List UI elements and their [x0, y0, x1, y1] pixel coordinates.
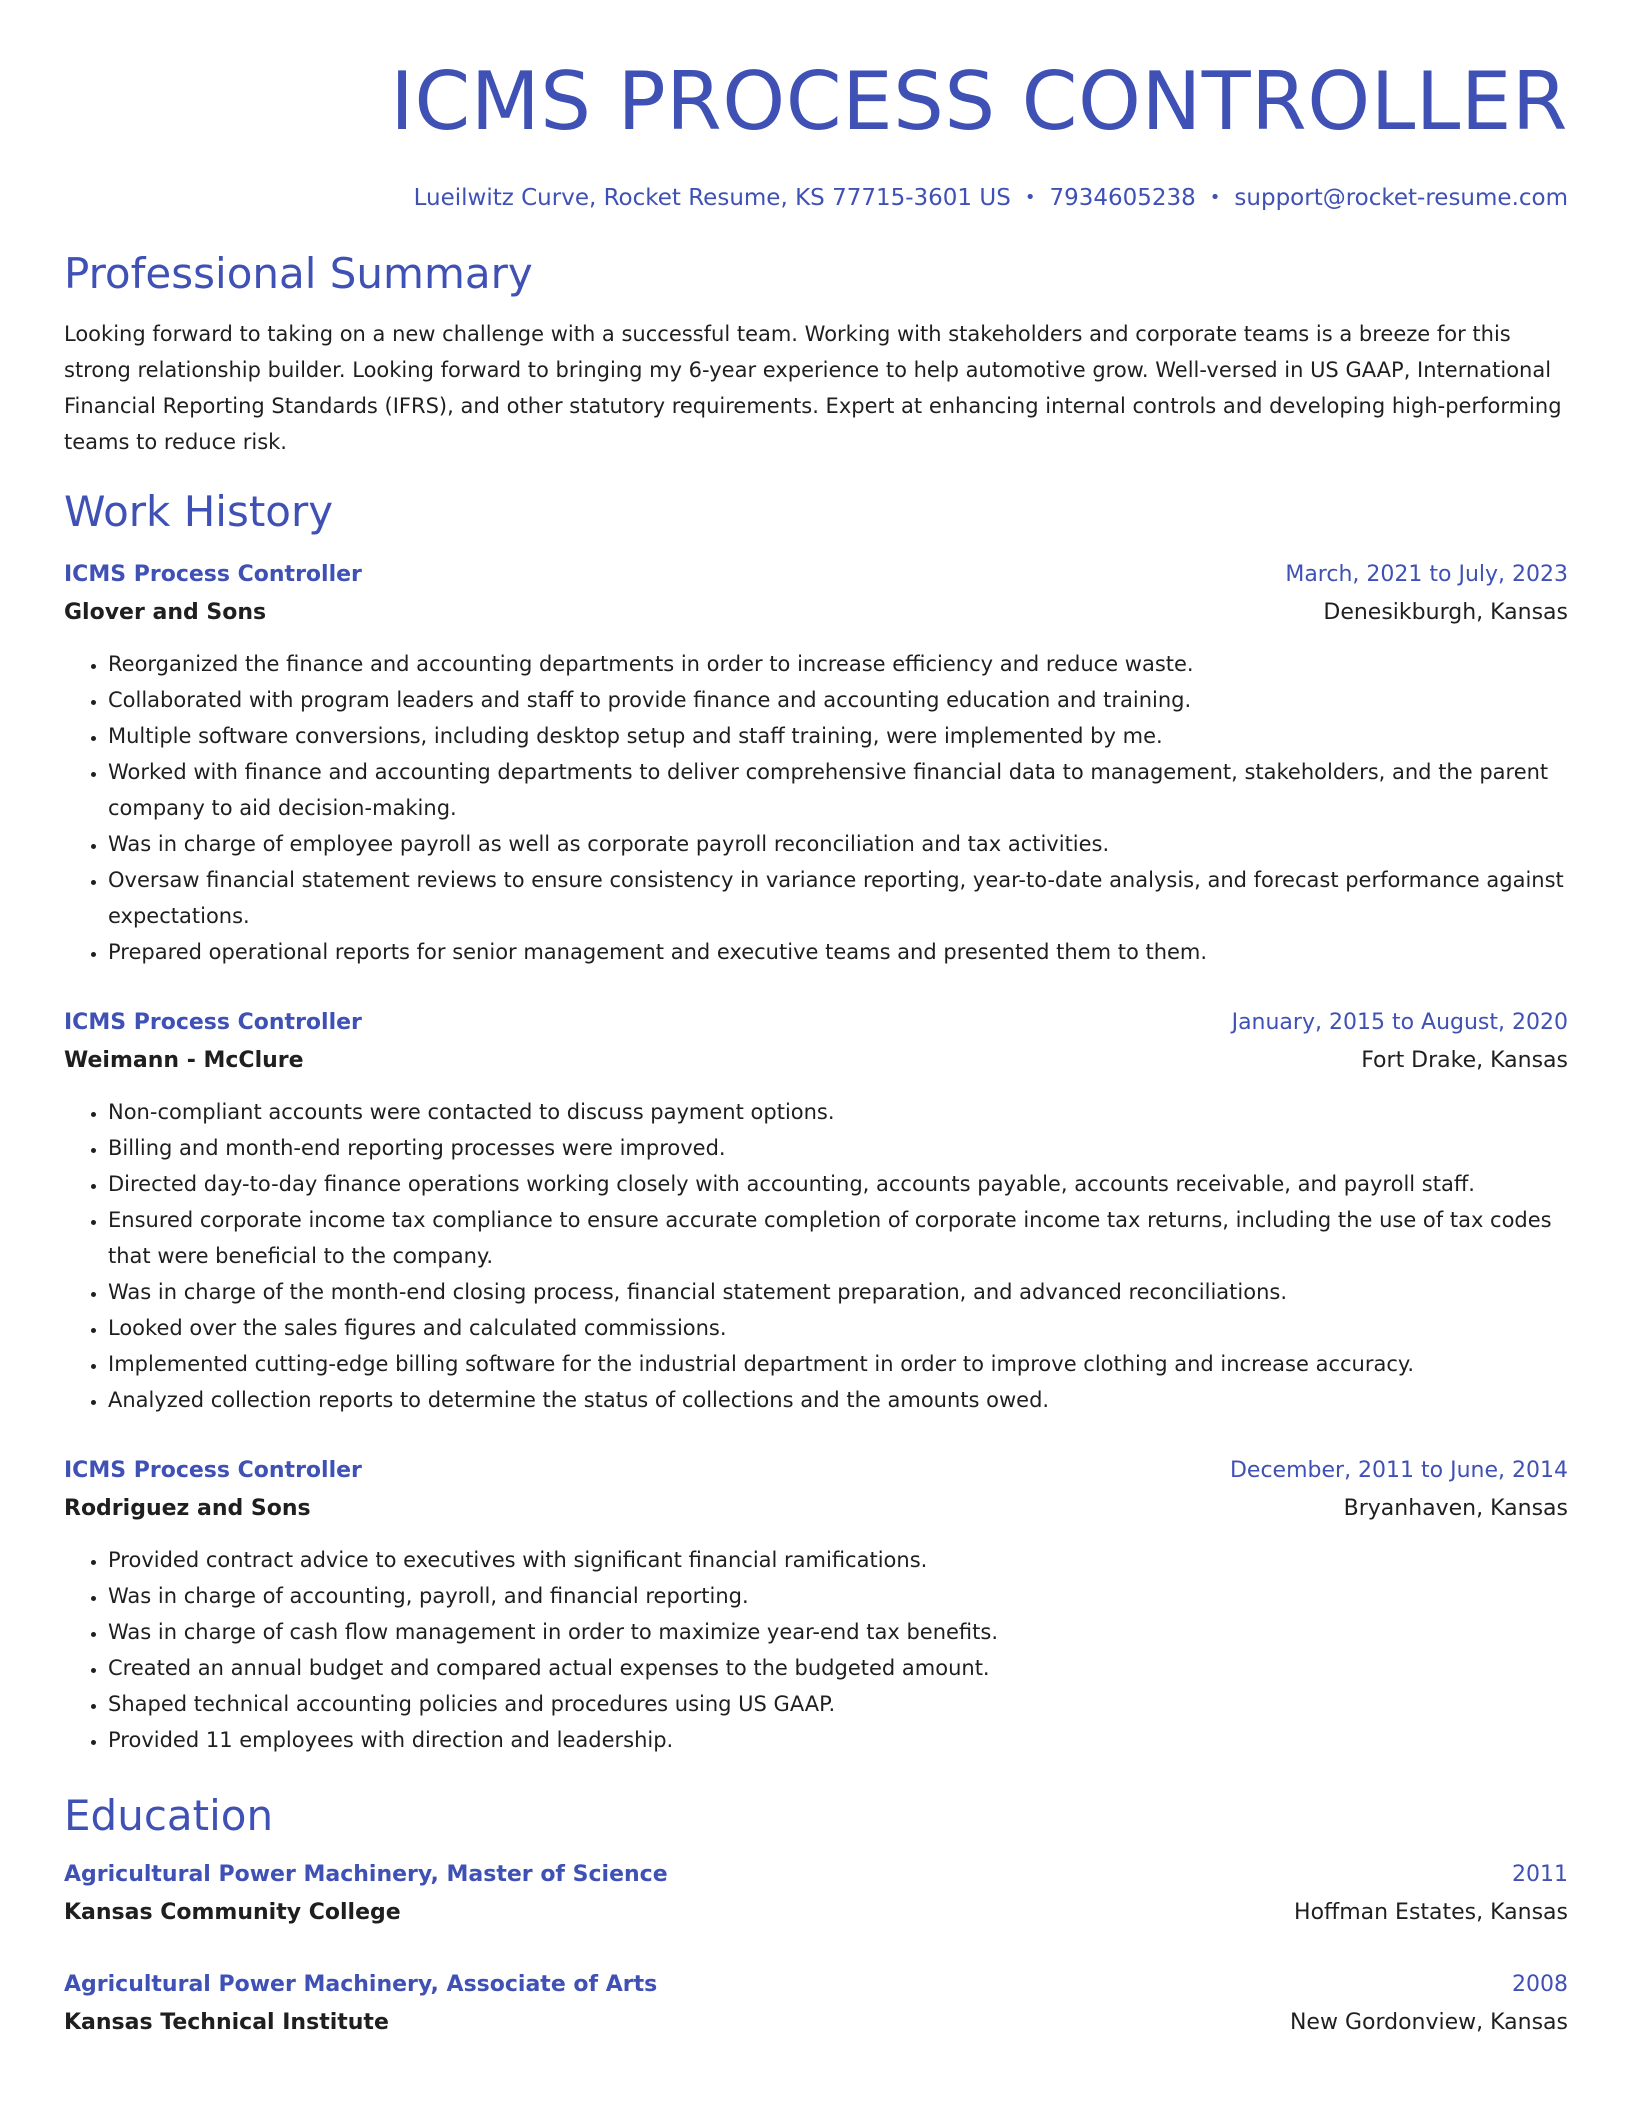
job-title-row: [64, 1452, 1568, 1490]
job-bullet: • Was in charge of cash flow management in order to maximize year-end tax benefits.: [108, 1614, 1568, 1650]
job-dates: December, 2011 to June, 2014: [1229, 1458, 1568, 1483]
education-school: Kansas Community College: [64, 1900, 401, 1925]
job-bullet: • Non-compliant accounts were contacted to discuss payment options.: [108, 1094, 1568, 1130]
job-bullet: • Looked over the sales figures and calculated commissions.: [108, 1310, 1568, 1346]
job-entry: [64, 1004, 1568, 1418]
education-year: 2011: [1512, 1862, 1568, 1887]
job-bullet: • Shaped technical accounting policies and procedures using US GAAP.: [108, 1686, 1568, 1722]
job-entry: [64, 556, 1568, 970]
job-bullet: • Worked with finance and accounting departments to deliver comprehensive financial data to management, stakeholders, and the parent company to aid decision-making.: [108, 754, 1568, 826]
job-bullet: • Analyzed collection reports to determine the status of collections and the amounts owed.: [108, 1382, 1568, 1418]
job-title-row: [64, 556, 1568, 594]
education-degree: Agricultural Power Machinery, Master of Science: [64, 1862, 668, 1887]
education-list: [64, 1856, 1568, 2042]
job-employer: Glover and Sons: [64, 600, 267, 625]
job-title: ICMS Process Controller: [64, 1458, 362, 1483]
contact-phone: 7934605238: [1049, 185, 1196, 211]
education-degree-row: [64, 1966, 1568, 2004]
job-employer-row: [64, 1042, 1568, 1080]
education-year: 2008: [1512, 1972, 1568, 1997]
job-bullet: • Implemented cutting-edge billing software for the industrial department in order to improve clothing and increase accuracy.: [108, 1346, 1568, 1382]
contact-separator: •: [1209, 187, 1221, 208]
job-bullet: • Provided 11 employees with direction and leadership.: [108, 1722, 1568, 1758]
contact-address: Lueilwitz Curve, Rocket Resume, KS 77715-3601 US: [413, 185, 1011, 211]
job-title: ICMS Process Controller: [64, 1010, 362, 1035]
work-history-heading: Work History: [64, 487, 334, 536]
education-heading: Education: [64, 1791, 274, 1840]
job-bullet: • Provided contract advice to executives with significant financial ramifications.: [108, 1542, 1568, 1578]
contact-email: support@rocket-resume.com: [1234, 185, 1568, 211]
job-bullet: • Was in charge of accounting, payroll, and financial reporting.: [108, 1578, 1568, 1614]
education-school-row: [64, 2004, 1568, 2042]
job-bullet: • Collaborated with program leaders and staff to provide finance and accounting education and training.: [108, 682, 1568, 718]
job-bullets: [64, 1094, 1568, 1418]
job-employer: Rodriguez and Sons: [64, 1496, 311, 1521]
job-bullet: • Oversaw financial statement reviews to ensure consistency in variance reporting, year-to-date analysis, and forecast performance against expectations.: [108, 862, 1568, 934]
education-entry: [64, 1966, 1568, 2042]
job-location: Denesikburgh, Kansas: [1323, 600, 1568, 625]
job-employer: Weimann - McClure: [64, 1048, 304, 1073]
summary-heading: Professional Summary: [64, 249, 533, 298]
education-location: Hoffman Estates, Kansas: [1294, 1900, 1568, 1925]
job-bullets: [64, 1542, 1568, 1758]
job-bullet: • Ensured corporate income tax compliance to ensure accurate completion of corporate income tax returns, including the use of tax codes that were beneficial to the company.: [108, 1202, 1568, 1274]
education-school-row: [64, 1894, 1568, 1932]
job-bullet: • Created an annual budget and compared actual expenses to the budgeted amount.: [108, 1650, 1568, 1686]
job-location: Fort Drake, Kansas: [1361, 1048, 1568, 1073]
job-bullet: • Reorganized the finance and accounting departments in order to increase efficiency and reduce waste.: [108, 646, 1568, 682]
job-employer-row: [64, 594, 1568, 632]
job-location: Bryanhaven, Kansas: [1343, 1496, 1568, 1521]
education-degree-row: [64, 1856, 1568, 1894]
contact-line: [64, 182, 1568, 214]
job-title-row: [64, 1004, 1568, 1042]
candidate-name: ICMS PROCESS CONTROLLER: [390, 55, 1568, 148]
job-bullet: • Directed day-to-day finance operations working closely with accounting, accounts payable, accounts receivable, and payroll staff.: [108, 1166, 1568, 1202]
resume-header: [64, 52, 1568, 214]
job-bullet: • Was in charge of employee payroll as well as corporate payroll reconciliation and tax activities.: [108, 826, 1568, 862]
job-bullet: • Billing and month-end reporting processes were improved.: [108, 1130, 1568, 1166]
job-bullets: [64, 646, 1568, 970]
summary-text: Looking forward to taking on a new challenge with a successful team. Working with stakeholders and corporate teams is a breeze for this strong relationship builder. Looking forward to bringing my 6-year experience to help automotive grow. Well-versed in US GAAP, International Financial Reporting Standards (IFRS), and other statutory requirements. Expert at enhancing internal controls and developing high-performing teams to reduce risk.: [64, 322, 1562, 454]
job-bullet: • Was in charge of the month-end closing process, financial statement preparation, and advanced reconciliations.: [108, 1274, 1568, 1310]
education-entry: [64, 1856, 1568, 1932]
job-dates: March, 2021 to July, 2023: [1285, 562, 1568, 587]
education-school: Kansas Technical Institute: [64, 2010, 389, 2035]
job-dates: January, 2015 to August, 2020: [1231, 1010, 1568, 1035]
job-bullet: • Multiple software conversions, including desktop setup and staff training, were implemented by me.: [108, 718, 1568, 754]
job-employer-row: [64, 1490, 1568, 1528]
job-entry: [64, 1452, 1568, 1758]
job-title: ICMS Process Controller: [64, 562, 362, 587]
education-location: New Gordonview, Kansas: [1289, 2010, 1568, 2035]
work-history-list: [64, 556, 1568, 1758]
job-bullet: • Prepared operational reports for senior management and executive teams and presented them to them.: [108, 934, 1568, 970]
contact-separator: •: [1024, 187, 1036, 208]
education-degree: Agricultural Power Machinery, Associate of Arts: [64, 1972, 658, 1997]
